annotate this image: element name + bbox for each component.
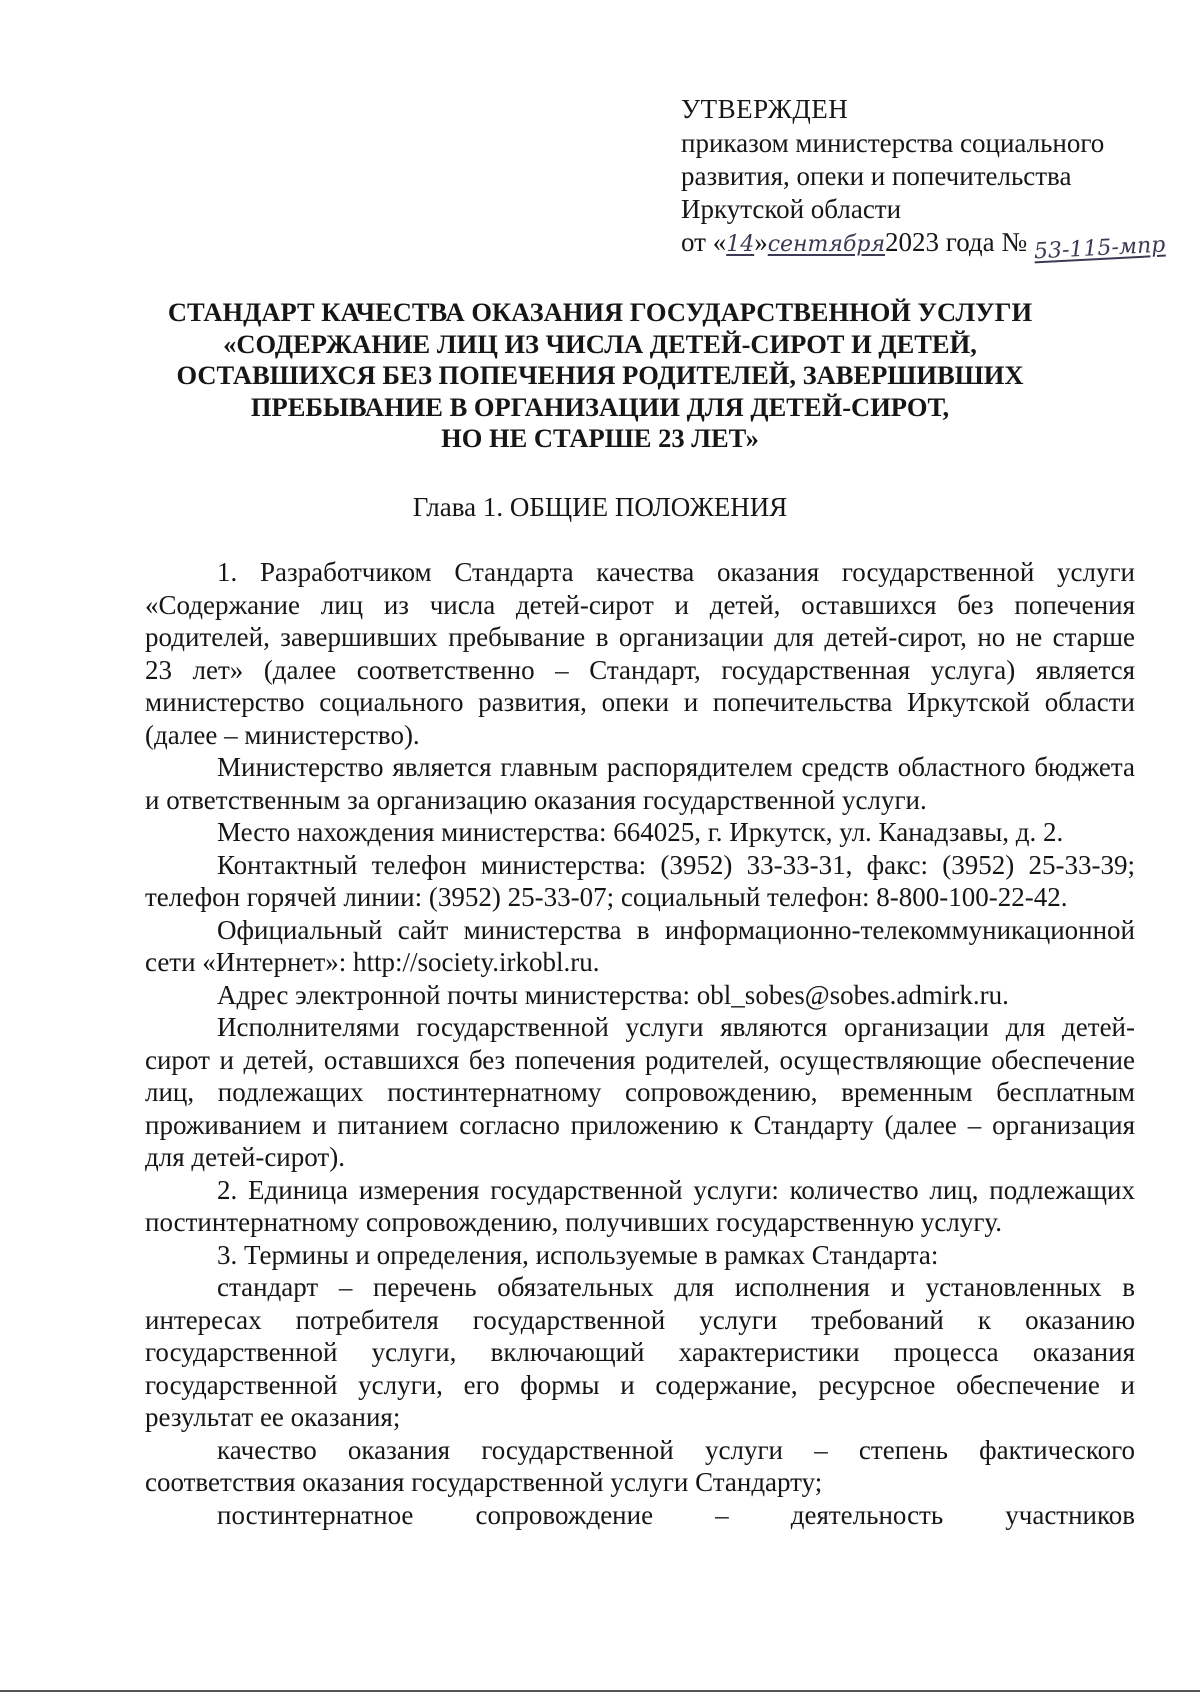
page-bottom-edge xyxy=(0,1690,1200,1692)
chapter-heading: Глава 1. ОБЩИЕ ПОЛОЖЕНИЯ xyxy=(412,492,788,522)
document-body xyxy=(145,556,1135,1531)
paragraph-8: 2. Единица измерения государственной услуги: количество лиц, подлежащих постинтернатному сопровождению, получивших государственную услугу. xyxy=(145,1174,1135,1237)
approval-line-1: приказом министерства социального xyxy=(681,128,1105,158)
paragraph-12: постинтернатное сопровождение – деятельность участников xyxy=(217,1499,1135,1530)
paragraph-9: 3. Термины и определения, используемые в рамках Стандарта: xyxy=(217,1239,939,1270)
paragraph-5: Официальный сайт министерства в информационно-телекоммуникационной сети «Интернет»: http://society.irkobl.ru. xyxy=(145,914,1135,977)
approval-line-2: развития, опеки и попечительства xyxy=(681,161,1072,191)
title-line-5: НО НЕ СТАРШЕ 23 ЛЕТ» xyxy=(441,423,759,453)
paragraph-4: Контактный телефон министерства: (3952) 33-33-31, факс: (3952) 25-33-39; телефон горячей линии: (3952) 25-33-07; социальный телефон: 8-800-100-22-42. xyxy=(145,849,1135,912)
title-line-1: СТАНДАРТ КАЧЕСТВА ОКАЗАНИЯ ГОСУДАРСТВЕННОЙ УСЛУГИ xyxy=(167,297,1033,327)
paragraph-11: качество оказания государственной услуги – степень фактического соответствия оказания государственной услуги Стандарту; xyxy=(145,1434,1135,1497)
title-line-2: «СОДЕРЖАНИЕ ЛИЦ ИЗ ЧИСЛА ДЕТЕЙ-СИРОТ И ДЕТЕЙ, xyxy=(223,328,977,359)
title-line-3: ОСТАВШИХСЯ БЕЗ ПОПЕЧЕНИЯ РОДИТЕЛЕЙ, ЗАВЕРШИВШИХ xyxy=(176,360,1024,390)
paragraph-6: Адрес электронной почты министерства: obl_sobes@sobes.admirk.ru. xyxy=(217,979,1009,1010)
paragraph-2: Министерство является главным распорядителем средств областного бюджета и ответственным за организацию оказания государственной услуги. xyxy=(145,752,1135,815)
approval-heading: УТВЕРЖДЕН xyxy=(681,94,849,124)
approval-line-3: Иркутской области xyxy=(681,194,902,224)
paragraph-7: Исполнителями государственной услуги являются организации для детей-сирот и детей, оставшихся без попечения родителей, осуществляющие обеспечение лиц, подлежащих постинтернатному сопровождению, временным бесплатным проживанием и питанием согласно приложению к Стандарту (далее – организация для детей-сирот). xyxy=(145,1012,1135,1172)
document-title xyxy=(130,297,1070,455)
paragraph-3: Место нахождения министерства: 664025, г. Иркутск, ул. Канадзавы, д. 2. xyxy=(217,817,1064,847)
date-day-handwritten: 14 xyxy=(726,232,755,257)
date-year: 2023 года № xyxy=(885,227,1028,257)
date-separator: » xyxy=(754,227,768,257)
title-line-4: ПРЕБЫВАНИЕ В ОРГАНИЗАЦИИ ДЛЯ ДЕТЕЙ-СИРОТ, xyxy=(250,391,950,422)
paragraph-1: 1. Разработчиком Стандарта качества оказания государственной услуги «Содержание лиц из числа детей-сирот и детей, оставшихся без попечения родителей, завершивших пребывание в организации для детей-сирот, но не старше 23 лет» (далее соответственно – Стандарт, государственная услуга) является министерство социального развития, опеки и попечительства Иркутской области (далее – министерство). xyxy=(145,557,1135,750)
order-number-handwritten: 53-115-мпр xyxy=(1033,232,1166,265)
approval-date-line xyxy=(681,226,1181,265)
approval-block xyxy=(681,93,1181,265)
date-prefix: от « xyxy=(681,227,727,257)
paragraph-10: стандарт – перечень обязательных для исполнения и установленных в интересах потребителя государственной услуги требований к оказанию государственной услуги, включающий характеристики процесса оказания государственной услуги, его формы и содержание, ресурсное обеспечение и результат ее оказания; xyxy=(145,1272,1135,1432)
date-month-handwritten: сентября xyxy=(767,232,886,257)
